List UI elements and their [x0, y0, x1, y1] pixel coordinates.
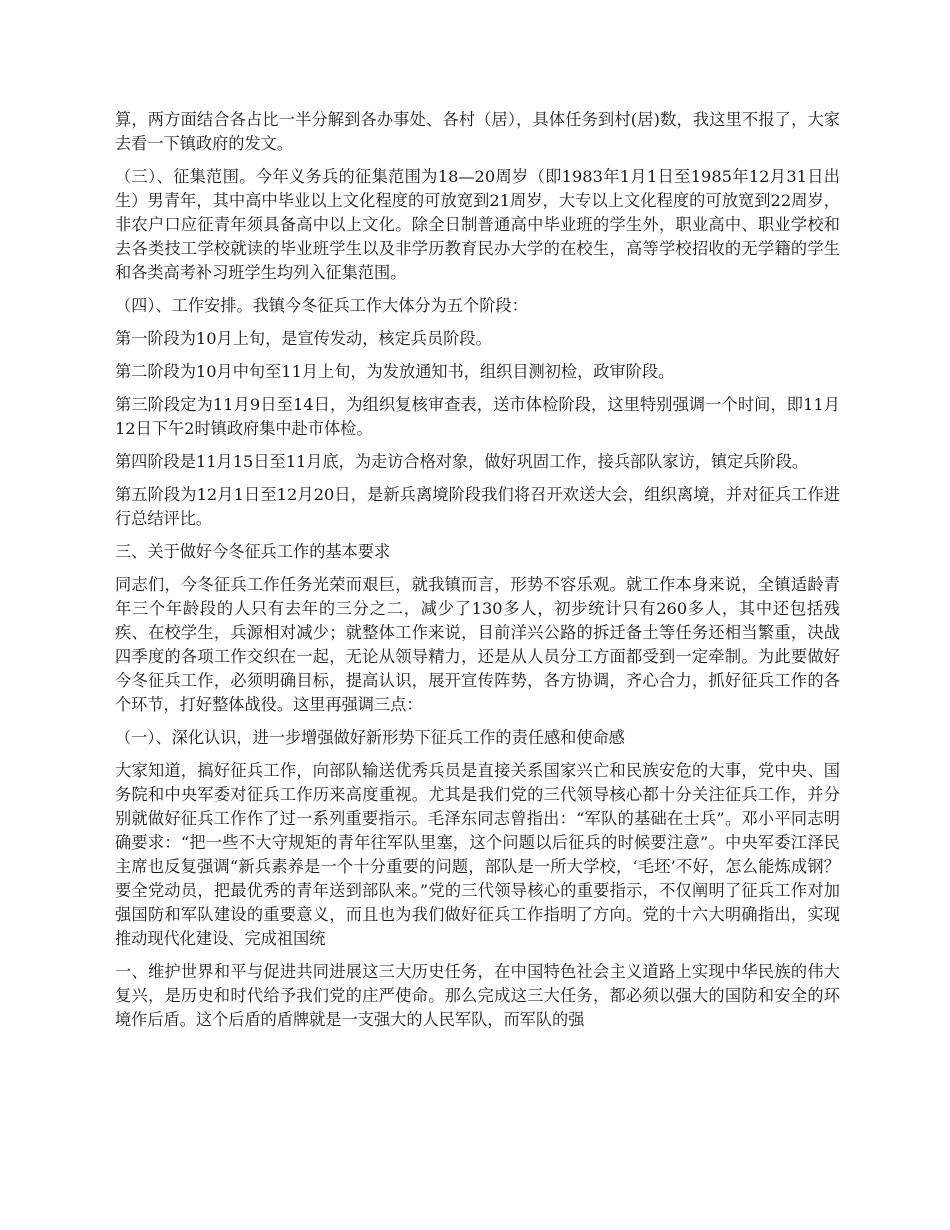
paragraph-situation: 同志们，今冬征兵工作任务光荣而艰巨，就我镇而言，形势不容乐观。就工作本身来说，全镇适龄青年三个年龄段的人只有去年的三分之二，减少了130多人，初步统计只有260多人，其中还包括残疾、在校学生，兵源相对减少；就整体工作来说，目前洋兴公路的拆迁备土等任务还相当繁重，决战四季度的各项工作交织在一起，无论从领导精力，还是从人员分工方面都受到一定牵制。为此要做好今冬征兵工作，必须明确目标，提高认识，展开宣传阵势，各方协调，齐心合力，抓好征兵工作的各个环节，打好整体战役。这里再强调三点：	[115, 575, 840, 714]
paragraph-stage-two: 第二阶段为10月中旬至11月上旬，为发放通知书，组织目测初检，政审阶段。	[115, 362, 675, 381]
subheading-deepen-understanding: （一）、深化认识，进一步增强做好新形势下征兵工作的责任感和使命感	[115, 728, 625, 747]
paragraph-stage-one: 第一阶段为10月上旬，是宣传发动，核定兵员阶段。	[115, 329, 492, 348]
paragraph-stage-three: 第三阶段定为11月9日至14日，为组织复核审查表，送市体检阶段，这里特别强调一个时间，即11月12日下午2时镇政府集中赴市体检。	[115, 395, 840, 438]
paragraph-stage-five: 第五阶段为12月1日至12月20日，是新兵离境阶段我们将召开欢送大会，组织离境，并对征兵工作进行总结评比。	[115, 485, 840, 528]
paragraph-historic-mission: 一、维护世界和平与促进共同进展这三大历史任务，在中国特色社会主义道路上实现中华民族的伟大复兴，是历史和时代给予我们党的庄严使命。那么完成这三大任务，都必须以强大的国防和安全的环境作后盾。这个后盾的盾牌就是一支强大的人民军队，而军队的强	[115, 962, 840, 1029]
paragraph-work-arrangement: （四）、工作安排。我镇今冬征兵工作大体分为五个阶段：	[115, 296, 528, 315]
paragraph-stage-four: 第四阶段是11月15日至11月底，为走访合格对象，做好巩固工作，接兵部队家访，镇定兵阶段。	[115, 452, 809, 471]
document-body	[115, 108, 840, 1041]
paragraph-task-allocation: 算，两方面结合各占比一半分解到各办事处、各村（居），具体任务到村(居)数，我这里不报了，大家去看一下镇政府的发文。	[115, 110, 840, 153]
section-heading-basic-requirements: 三、关于做好今冬征兵工作的基本要求	[115, 542, 391, 561]
paragraph-leadership-instructions: 大家知道，搞好征兵工作，向部队输送优秀兵员是直接关系国家兴亡和民族安危的大事，党中央、国务院和中央军委对征兵工作历来高度重视。尤其是我们党的三代领导核心都十分关注征兵工作，并分别就做好征兵工作作了过一系列重要指示。毛泽东同志曾指出：“军队的基础在士兵”。邓小平同志明确要求：“把一些不大守规矩的青年往军队里塞，这个问题以后征兵的时候要注意”。中央军委江泽民主席也反复强调“新兵素养是一个十分重要的问题，部队是一所大学校，‘毛坯’不好，怎么能炼成钢？要全党动员，把最优秀的青年送到部队来。”党的三代领导核心的重要指示，不仅阐明了征兵工作对加强国防和军队建设的重要意义，而且也为我们做好征兵工作指明了方向。党的十六大明确指出，实现推动现代化建设、完成祖国统	[115, 761, 840, 948]
paragraph-recruitment-scope: （三）、征集范围。今年义务兵的征集范围为18—20周岁（即1983年1月1日至1985年12月31日出生）男青年，其中高中毕业以上文化程度的可放宽到21周岁，大专以上文化程度的可放宽到22周岁，非农户口应征青年须具备高中以上文化。除全日制普通高中毕业班的学生外，职业高中、职业学校和去各类技工学校就读的毕业班学生以及非学历教育民办大学的在校生，高等学校招收的无学籍的学生和各类高考补习班学生均列入征集范围。	[115, 167, 840, 282]
